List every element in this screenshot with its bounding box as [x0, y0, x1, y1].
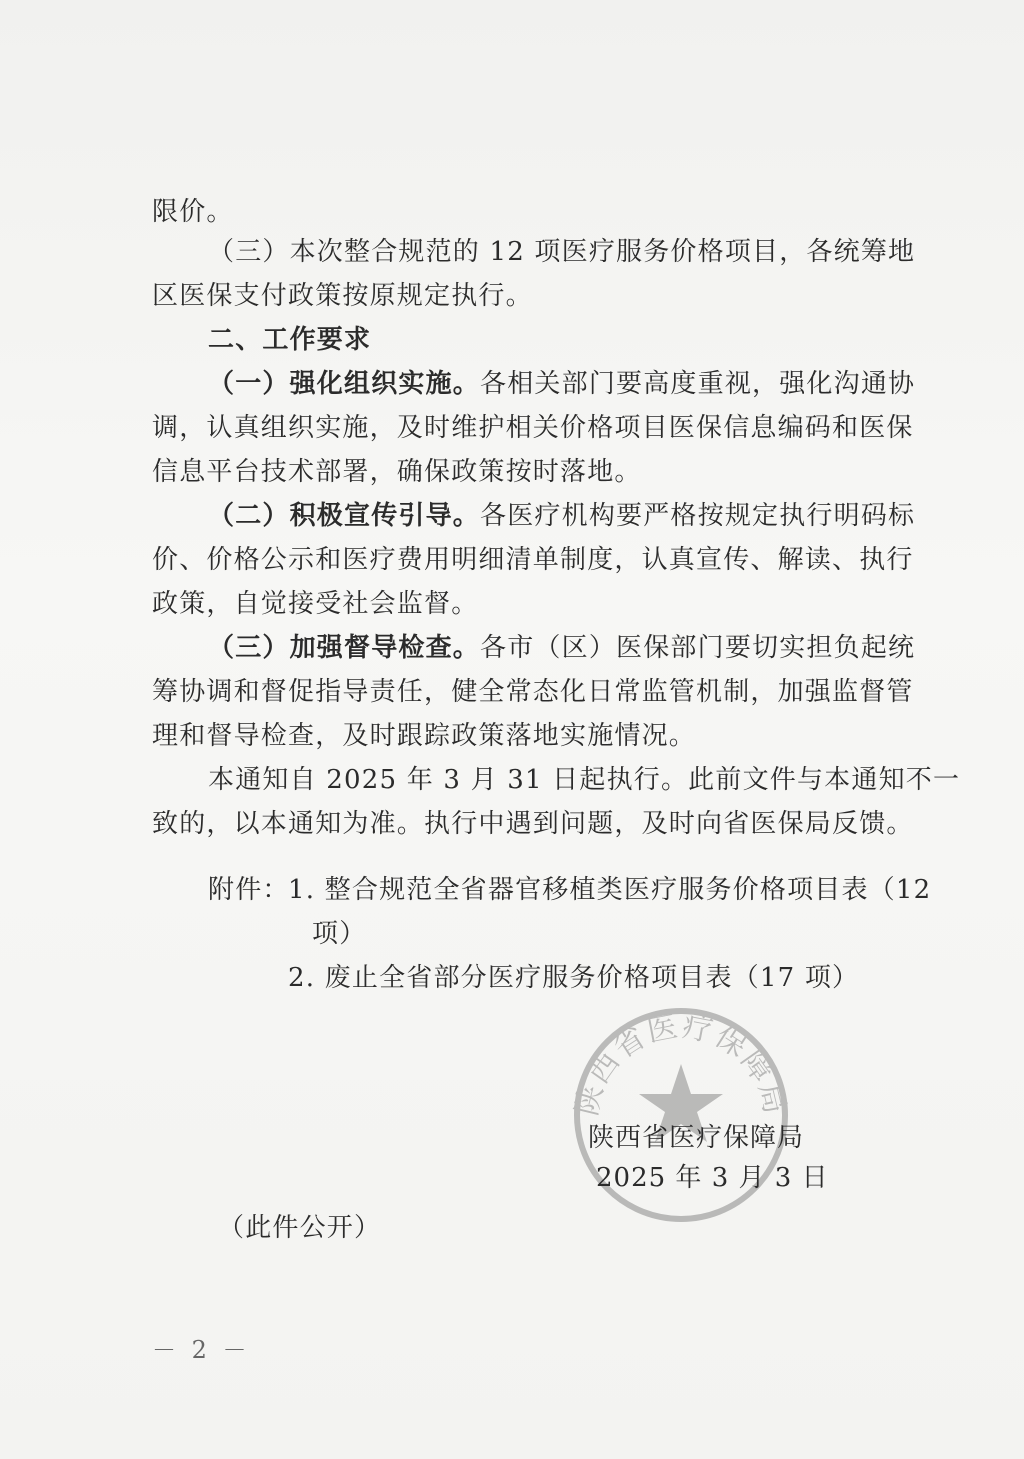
requirement-one-line1 [208, 362, 916, 406]
requirement-one-line3: 信息平台技术部署，确保政策按时落地。 [152, 457, 642, 487]
requirement-three-text: 各市（区）医保部门要切实担负起统 [480, 633, 916, 663]
attachments-label: 附件： [208, 875, 290, 905]
issue-date: 2025 年 3 月 3 日 [596, 1163, 829, 1193]
requirement-one-title: （一）强化组织实施。 [208, 369, 481, 399]
page-number: － 2 － [152, 1336, 251, 1364]
requirement-one-text: 各相关部门要高度重视，强化沟通协 [480, 369, 916, 399]
disclosure-note: （此件公开） [218, 1213, 382, 1243]
para-item-three-line1: （三）本次整合规范的 12 项医疗服务价格项目，各统筹地 [208, 237, 916, 267]
requirement-two-line3: 政策，自觉接受社会监督。 [152, 589, 479, 619]
requirement-three-line3: 理和督导检查，及时跟踪政策落地实施情况。 [152, 721, 697, 751]
requirement-two-text: 各医疗机构要严格按规定执行明码标 [480, 501, 916, 531]
issuing-organization: 陕西省医疗保障局 [588, 1123, 805, 1153]
attachment-one-line1: 1. 整合规范全省器官移植类医疗服务价格项目表（12 [288, 875, 932, 905]
section-heading: 二、工作要求 [208, 325, 372, 355]
requirement-two-line2: 价、价格公示和医疗费用明细清单制度，认真宣传、解读、执行 [152, 545, 914, 575]
requirement-two-line1 [208, 494, 916, 538]
requirement-three-title: （三）加强督导检查。 [208, 633, 481, 663]
requirement-three-line1 [208, 626, 916, 670]
requirement-two-title: （二）积极宣传引导。 [208, 501, 481, 531]
effective-date-line1: 本通知自 2025 年 3 月 31 日起执行。此前文件与本通知不一 [208, 765, 961, 795]
requirement-three-line2: 筹协调和督促指导责任，健全常态化日常监管机制，加强监督管 [152, 677, 914, 707]
requirement-one-line2: 调，认真组织实施，及时维护相关价格项目医保信息编码和医保 [152, 413, 914, 443]
attachment-two: 2. 废止全省部分医疗服务价格项目表（17 项） [288, 963, 860, 993]
para-item-three-line2: 区医保支付政策按原规定执行。 [152, 281, 533, 311]
attachment-one-line2: 项） [312, 919, 367, 949]
seal-text: 陕西省医疗保障局 [569, 1009, 793, 1119]
para-continuation: 限价。 [152, 197, 234, 227]
effective-date-line2: 致的，以本通知为准。执行中遇到问题，及时向省医保局反馈。 [152, 809, 914, 839]
